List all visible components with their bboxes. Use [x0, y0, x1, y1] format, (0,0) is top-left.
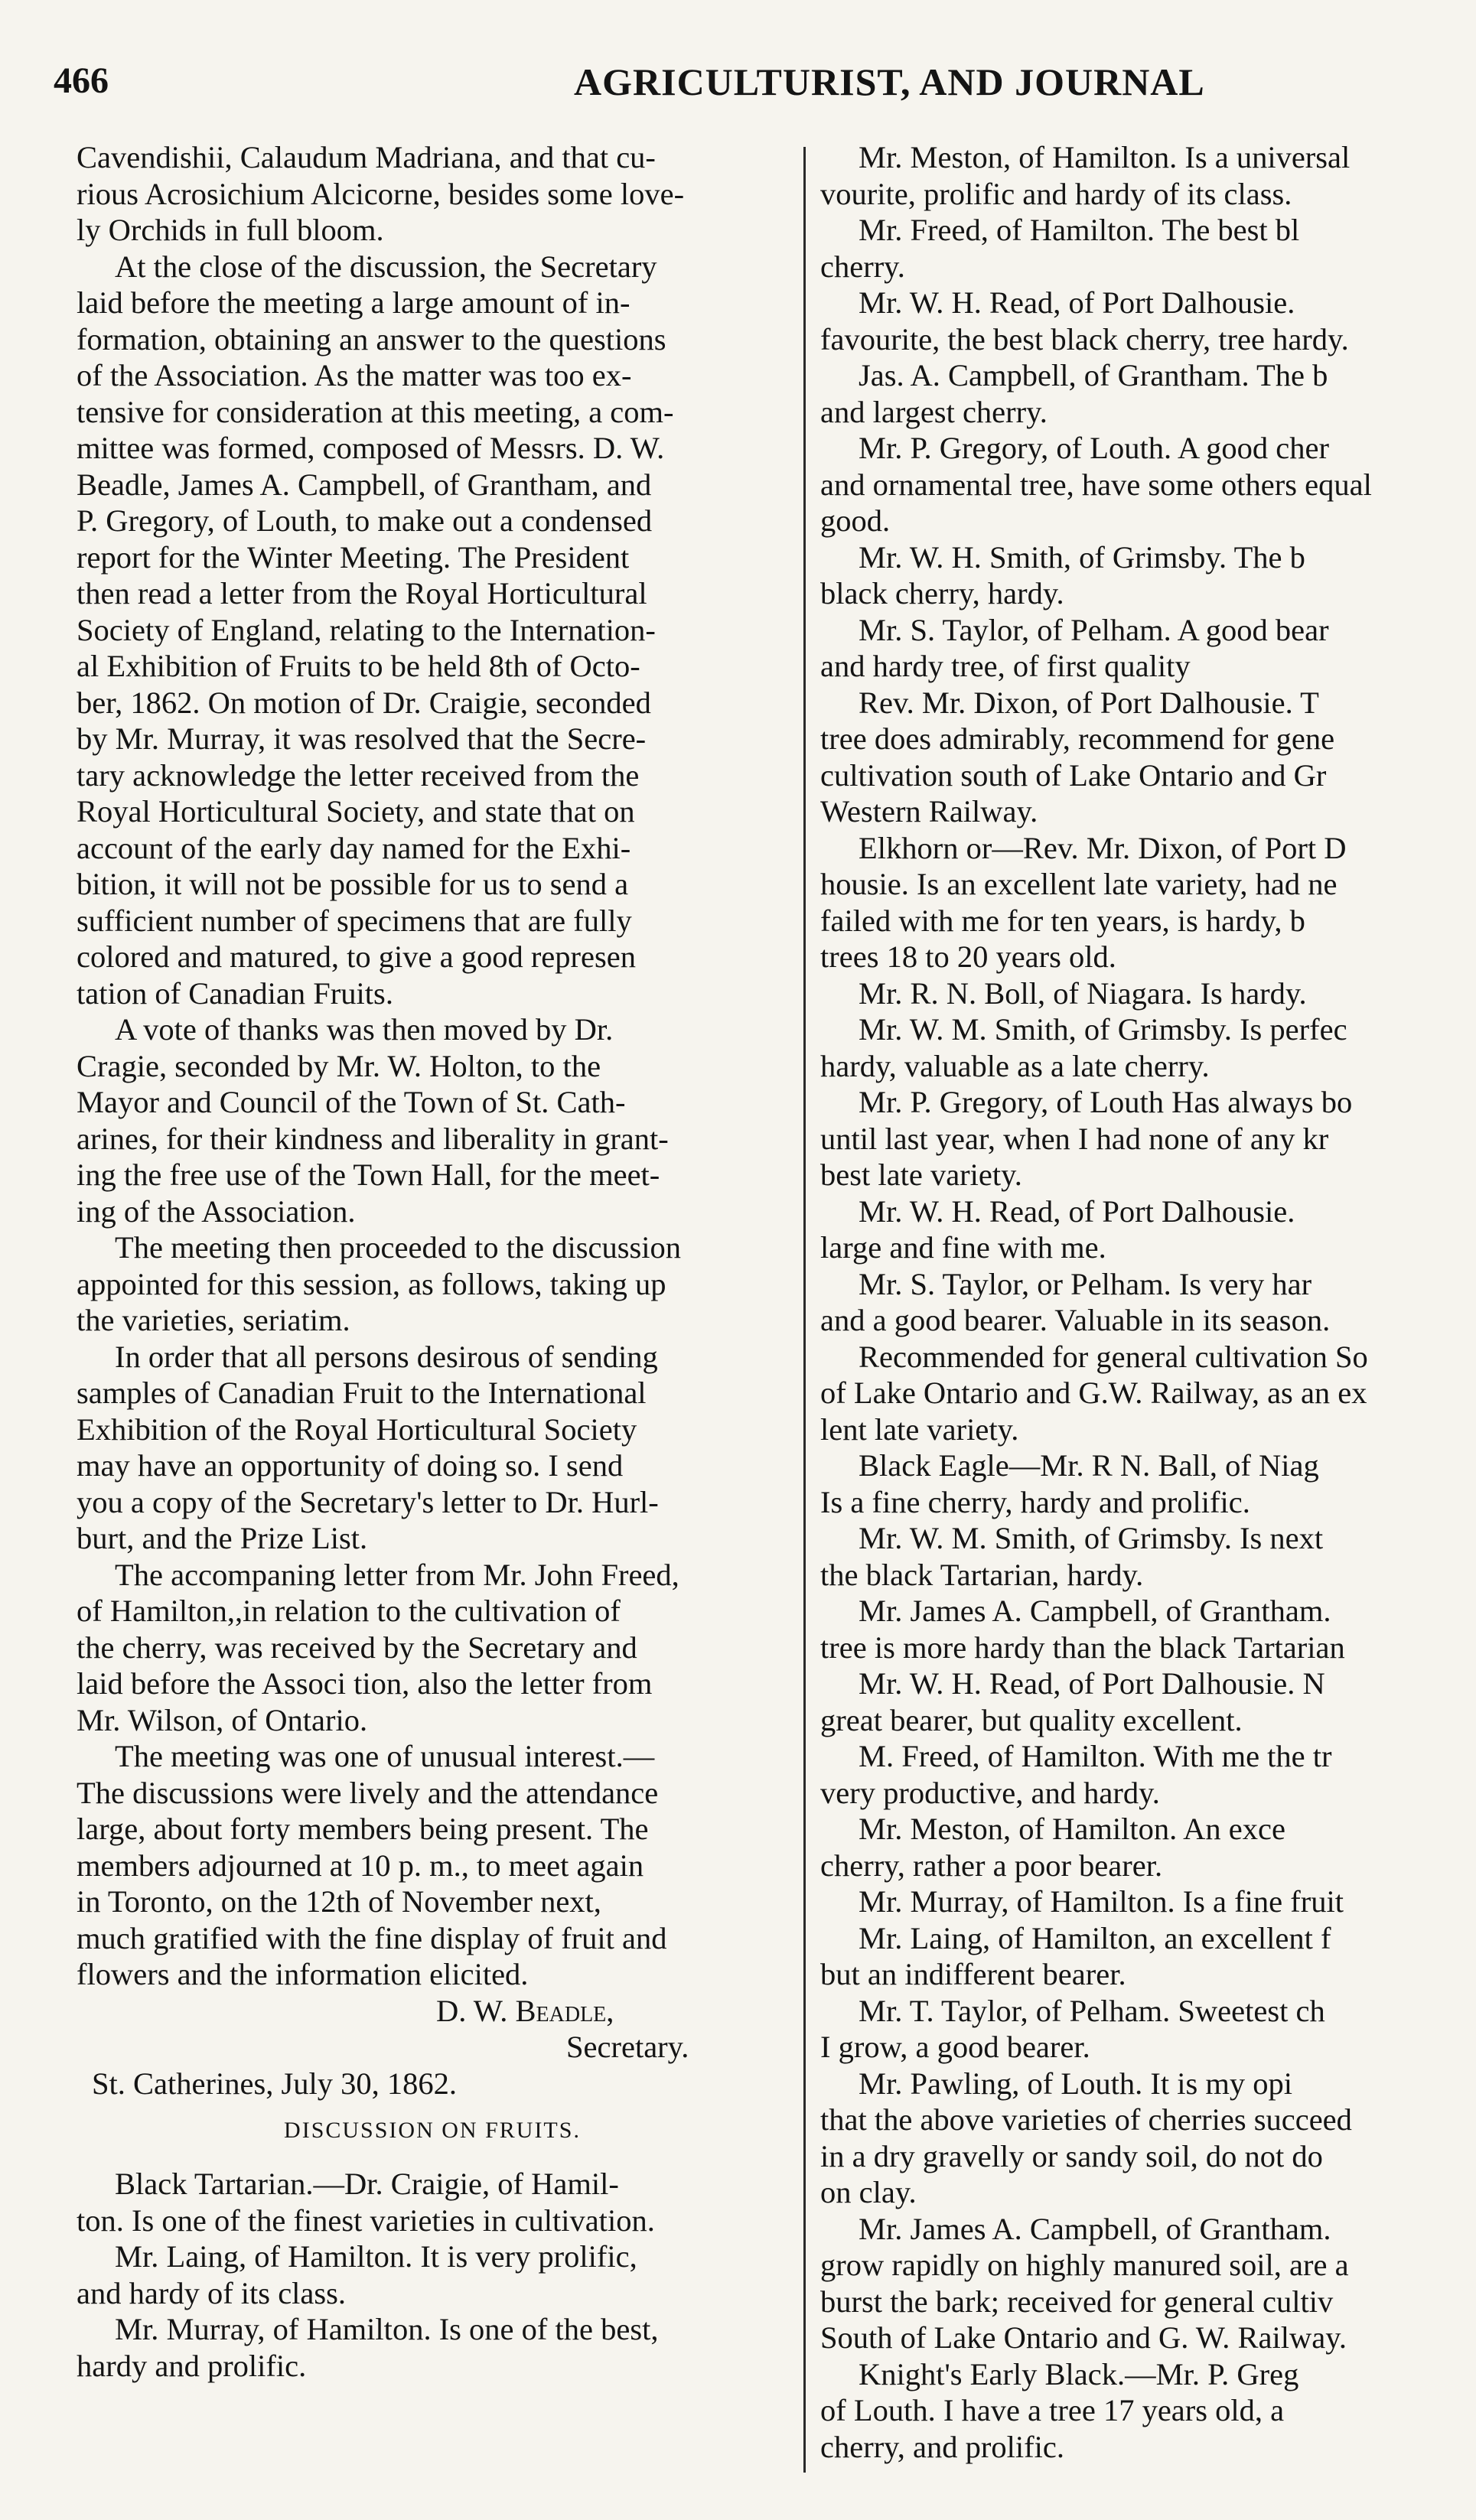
text-line: In order that all persons desirous of sending [115, 1339, 658, 1374]
left-column [77, 139, 788, 2384]
text-line: of Lake Ontario and G.W. Railway, as an ex [820, 1376, 1367, 1410]
text-line: cherry, and prolific. [820, 2429, 1064, 2464]
text-line: lent late variety. [820, 1411, 1019, 1447]
text-line: of Hamilton,,in relation to the cultivation of [77, 1594, 621, 1628]
text-line: of the Association. As the matter was too ex- [77, 358, 632, 392]
text-line: report for the Winter Meeting. The President [77, 539, 630, 575]
text-line: Mr. James A. Campbell, of Grantham. [859, 2211, 1331, 2246]
text-line: Recommended for general cultivation So [859, 1339, 1368, 1374]
text-line: formation, obtaining an answer to the questions [77, 321, 666, 357]
text-line: vourite, prolific and hardy of its class. [820, 176, 1292, 211]
text-line: A vote of thanks was then moved by Dr. [115, 1012, 614, 1047]
text-line: Mr. Wilson, of Ontario. [77, 1702, 368, 1737]
text-line: Elkhorn or—Rev. Mr. Dixon, of Port D [859, 830, 1347, 865]
text-line: rious Acrosichium Alcicorne, besides some love- [77, 176, 685, 211]
text-line: Mr. P. Gregory, of Louth. A good cher [859, 431, 1329, 465]
text-line: sufficient number of specimens that are fully [77, 903, 632, 938]
text-line: members adjourned at 10 p. m., to meet again [77, 1848, 644, 1883]
page-number: 466 [54, 60, 109, 101]
text-line: the cherry, was received by the Secretary and [77, 1630, 637, 1665]
text-line: cherry. [820, 249, 905, 284]
text-line: trees 18 to 20 years old. [820, 939, 1116, 974]
text-line: Mr. James A. Campbell, of Grantham. [859, 1594, 1331, 1628]
text-line: tensive for consideration at this meeting, a com- [77, 394, 674, 429]
text-line: Cavendishii, Calaudum Madriana, and that cu- [77, 140, 656, 174]
text-line: Royal Horticultural Society, and state that on [77, 794, 635, 829]
text-line: in Toronto, on the 12th of November next, [77, 1884, 601, 1919]
text-line: Western Railway. [820, 794, 1038, 829]
text-line: Mr. R. N. Boll, of Niagara. Is hardy. [859, 975, 1307, 1011]
text-line: you a copy of the Secretary's letter to Dr. Hurl- [77, 1484, 659, 1519]
page-header [54, 60, 1423, 113]
text-line: but an indifferent bearer. [820, 1957, 1126, 1991]
text-line: hardy, valuable as a late cherry. [820, 1048, 1210, 1083]
text-line: on clay. [820, 2175, 917, 2209]
fruit-discussion-text [77, 2166, 788, 2384]
text-line: The discussions were lively and the attendance [77, 1775, 659, 1810]
text-line: The meeting then proceeded to the discussion [115, 1230, 682, 1265]
text-line: much gratified with the fine display of fruit and [77, 1920, 667, 1955]
text-line: Mayor and Council of the Town of St. Cath- [77, 1085, 626, 1119]
text-line: failed with me for ten years, is hardy, b [820, 903, 1305, 938]
text-line: ing of the Association. [77, 1193, 356, 1229]
text-line: cultivation south of Lake Ontario and Gr [820, 757, 1327, 793]
text-line: black cherry, hardy. [820, 576, 1064, 610]
text-line: by Mr. Murray, it was resolved that the Secre- [77, 721, 647, 756]
text-line: in a dry gravelly or sandy soil, do not do [820, 2138, 1323, 2173]
column-divider [803, 147, 806, 2473]
running-title: AGRICULTURIST, AND JOURNAL [574, 60, 1205, 103]
text-line: Society of England, relating to the Internation- [77, 612, 656, 647]
text-line: of Louth. I have a tree 17 years old, a [820, 2393, 1285, 2427]
text-line: Mr. Meston, of Hamilton. Is a universal [859, 140, 1351, 174]
text-line: At the close of the discussion, the Secretary [115, 249, 657, 284]
text-line: Mr. W. M. Smith, of Grimsby. Is perfec [859, 1012, 1347, 1047]
text-line: the black Tartarian, hardy. [820, 1557, 1144, 1592]
signature-name [77, 1993, 788, 2030]
text-line: Mr. P. Gregory, of Louth Has always bo [859, 1085, 1353, 1119]
text-line: laid before the meeting a large amount of in- [77, 285, 630, 320]
text-line: flowers and the information elicited. [77, 1957, 529, 1991]
text-line: al Exhibition of Fruits to be held 8th of Octo- [77, 649, 640, 683]
right-column [820, 139, 1476, 2465]
text-line: burst the bark; received for general cultiv [820, 2284, 1334, 2319]
text-line: Beadle, James A. Campbell, of Grantham, and [77, 467, 652, 502]
text-line: Exhibition of the Royal Horticultural Society [77, 1411, 637, 1447]
text-line: bition, it will not be possible for us to send a [77, 867, 629, 901]
text-line: I grow, a good bearer. [820, 2030, 1090, 2064]
text-line: Mr. T. Taylor, of Pelham. Sweetest ch [859, 1993, 1325, 2028]
text-line: Rev. Mr. Dixon, of Port Dalhousie. T [859, 685, 1319, 720]
text-line: large, about forty members being present. The [77, 1812, 649, 1846]
text-line: and ornamental tree, have some others equal [820, 467, 1372, 502]
text-line: tary acknowledge the letter received from the [77, 757, 640, 793]
text-line: and hardy of its class. [77, 2275, 347, 2310]
text-line: tation of Canadian Fruits. [77, 975, 393, 1011]
text-line: ing the free use of the Town Hall, for the meet- [77, 1157, 660, 1192]
text-line: tree is more hardy than the black Tartarian [820, 1630, 1345, 1665]
signature-title: Secretary. [566, 2030, 689, 2064]
text-line: and hardy tree, of first quality [820, 649, 1191, 683]
text-line: very productive, and hardy. [820, 1775, 1160, 1810]
text-line: Mr. Freed, of Hamilton. The best bl [859, 213, 1300, 247]
text-line: P. Gregory, of Louth, to make out a condensed [77, 503, 653, 538]
text-line: Knight's Early Black.—Mr. P. Greg [859, 2356, 1299, 2391]
text-line: Mr. W. H. Read, of Port Dalhousie. N [859, 1666, 1325, 1701]
text-line: mittee was formed, composed of Messrs. D. W. [77, 431, 665, 465]
text-line: Black Tartarian.—Dr. Craigie, of Hamil- [115, 2167, 619, 2201]
text-line: Mr. Murray, of Hamilton. Is a fine fruit [859, 1884, 1344, 1919]
text-line: then read a letter from the Royal Horticultural [77, 576, 647, 610]
text-line: Mr. W. M. Smith, of Grimsby. Is next [859, 1521, 1324, 1555]
text-line: Mr. Laing, of Hamilton, an excellent f [859, 1920, 1331, 1955]
text-line: Jas. A. Campbell, of Grantham. The b [859, 358, 1328, 392]
text-line: large and fine with me. [820, 1230, 1106, 1265]
text-line: the varieties, seriatim. [77, 1303, 350, 1337]
text-line: best late variety. [820, 1157, 1022, 1192]
text-line: Mr. S. Taylor, or Pelham. Is very har [859, 1266, 1312, 1301]
left-body-text [77, 139, 788, 1993]
text-line: that the above varieties of cherries succeed [820, 2102, 1352, 2137]
text-line: ton. Is one of the finest varieties in cultivation. [77, 2203, 655, 2238]
text-line: hardy and prolific. [77, 2348, 307, 2383]
text-line: colored and matured, to give a good represen [77, 939, 636, 974]
text-line: Mr. Meston, of Hamilton. An exce [859, 1812, 1285, 1846]
text-line: burt, and the Prize List. [77, 1521, 368, 1555]
text-line: Mr. W. H. Smith, of Grimsby. The b [859, 539, 1305, 575]
dateline: St. Catherines, July 30, 1862. [92, 2066, 457, 2101]
text-line: arines, for their kindness and liberality in grant- [77, 1121, 669, 1156]
text-line: Is a fine cherry, hardy and prolific. [820, 1484, 1250, 1519]
text-line: great bearer, but quality excellent. [820, 1702, 1243, 1737]
text-line: The accompaning letter from Mr. John Freed, [115, 1557, 679, 1592]
text-line: appointed for this session, as follows, taking up [77, 1266, 666, 1301]
text-line: ly Orchids in full bloom. [77, 213, 384, 247]
right-body-text [820, 139, 1476, 2465]
signature-name-text: D. W. Beadle, [436, 1993, 614, 2028]
text-line: may have an opportunity of doing so. I send [77, 1448, 624, 1483]
text-line: Mr. Laing, of Hamilton. It is very prolific, [115, 2239, 637, 2274]
text-line: Black Eagle—Mr. R N. Ball, of Niag [859, 1448, 1319, 1483]
section-heading: DISCUSSION ON FRUITS. [284, 2118, 581, 2143]
text-line: laid before the Associ tion, also the letter from [77, 1666, 653, 1701]
text-line: favourite, the best black cherry, tree hardy. [820, 321, 1349, 357]
text-line: Mr. S. Taylor, of Pelham. A good bear [859, 612, 1329, 647]
text-line: Mr. Murray, of Hamilton. Is one of the best, [115, 2312, 659, 2346]
text-line: South of Lake Ontario and G. W. Railway. [820, 2320, 1347, 2355]
text-line: tree does admirably, recommend for gene [820, 721, 1335, 756]
text-line: Mr. Pawling, of Louth. It is my opi [859, 2066, 1292, 2101]
text-line: Mr. W. H. Read, of Port Dalhousie. [859, 285, 1295, 320]
text-line: M. Freed, of Hamilton. With me the tr [859, 1739, 1332, 1773]
text-line: The meeting was one of unusual interest.— [115, 1739, 655, 1773]
text-line: ber, 1862. On motion of Dr. Craigie, seconded [77, 685, 651, 720]
text-line: Cragie, seconded by Mr. W. Holton, to the [77, 1048, 601, 1083]
text-line: housie. Is an excellent late variety, had ne [820, 867, 1338, 901]
text-line: and largest cherry. [820, 394, 1048, 429]
text-line: until last year, when I had none of any kr [820, 1121, 1329, 1156]
text-line: good. [820, 503, 891, 538]
text-line: samples of Canadian Fruit to the International [77, 1376, 647, 1410]
text-line: account of the early day named for the Exhi- [77, 830, 631, 865]
text-line: cherry, rather a poor bearer. [820, 1848, 1163, 1883]
text-line: and a good bearer. Valuable in its season. [820, 1303, 1331, 1337]
text-line: grow rapidly on highly manured soil, are a [820, 2248, 1349, 2282]
text-line: Mr. W. H. Read, of Port Dalhousie. [859, 1193, 1295, 1229]
